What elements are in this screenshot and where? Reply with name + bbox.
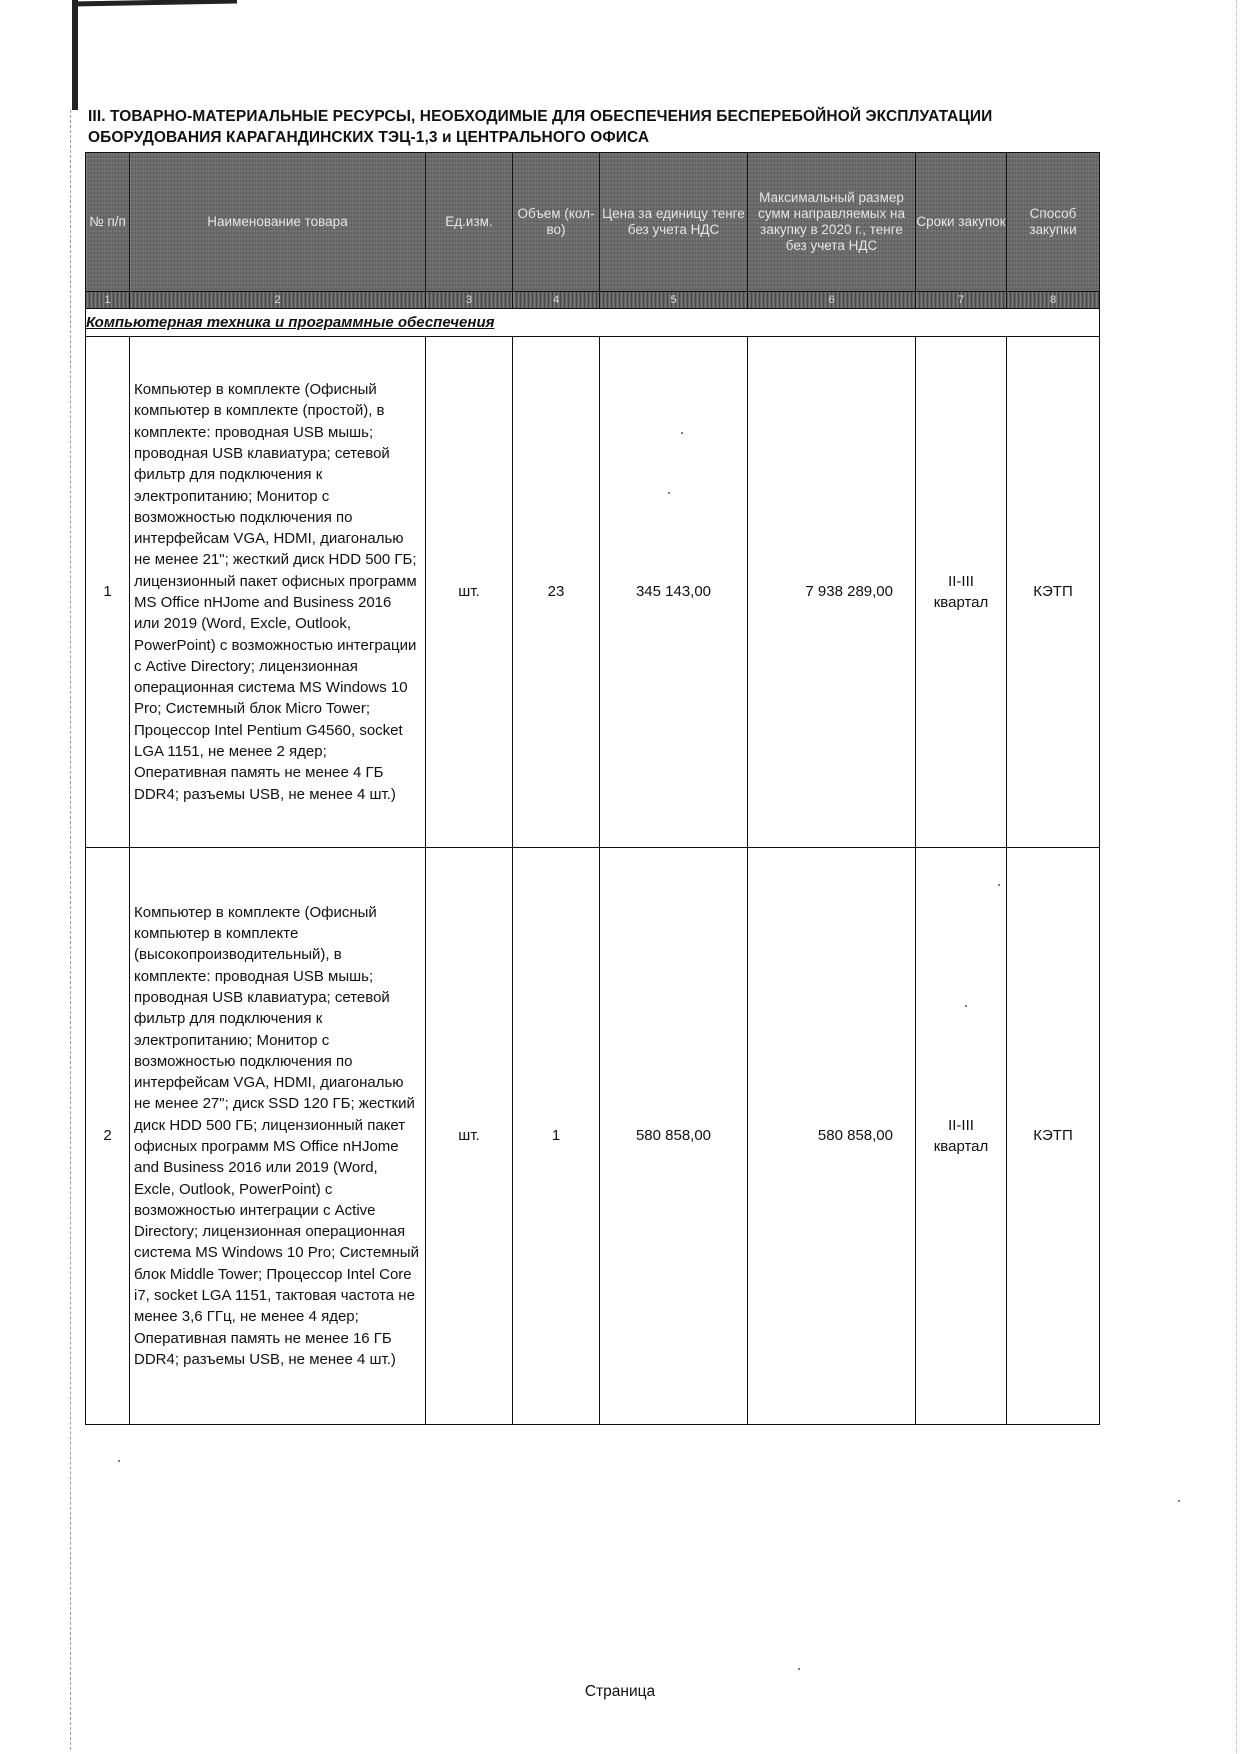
column-number: 4	[513, 292, 600, 309]
scan-speck	[668, 492, 670, 494]
item-price: 345 143,00	[600, 337, 748, 848]
term-unit: квартал	[933, 594, 989, 611]
scan-edge-left-thin	[70, 110, 72, 1750]
item-quantity: 23	[513, 337, 600, 848]
header-unit: Ед.изм.	[426, 153, 513, 292]
item-quantity: 1	[513, 848, 600, 1425]
page-footer: Страница	[584, 1683, 656, 1700]
item-price: 580 858,00	[600, 848, 748, 1425]
scan-edge-left	[72, 0, 78, 110]
column-number: 1	[86, 292, 130, 309]
column-number: 5	[600, 292, 748, 309]
item-term	[916, 337, 1007, 848]
header-name: Наименование товара	[130, 153, 426, 292]
column-number: 2	[130, 292, 426, 309]
heading-line-1: III. ТОВАРНО-МАТЕРИАЛЬНЫЕ РЕСУРСЫ, НЕОБХОДИМЫЕ ДЛЯ ОБЕСПЕЧЕНИЯ БЕСПЕРЕБОЙНОЙ ЭКСПЛУАТАЦИИ	[88, 108, 993, 125]
header-row	[86, 153, 1100, 292]
row-number: 1	[86, 337, 130, 848]
item-term	[916, 848, 1007, 1425]
header-qty: Объем (кол-во)	[513, 153, 600, 292]
row-number: 2	[86, 848, 130, 1425]
section-row	[86, 309, 1100, 337]
header-price: Цена за единицу тенге без учета НДС	[600, 153, 748, 292]
scan-speck	[681, 432, 683, 434]
term-period: II-III	[948, 572, 974, 590]
scan-speck	[118, 1460, 120, 1462]
header-total: Максимальный размер сумм направляемых на закупку в 2020 г., тенге без учета НДС	[748, 153, 916, 292]
table-row	[86, 337, 1100, 848]
header-term: Сроки закупок	[916, 153, 1007, 292]
header-method: Способ закупки	[1007, 153, 1100, 292]
scan-speck	[998, 884, 1000, 886]
term-period: II-III	[948, 1116, 974, 1134]
heading-line-2: ОБОРУДОВАНИЯ КАРАГАНДИНСКИХ ТЭЦ-1,3 и ЦЕНТРАЛЬНОГО ОФИСА	[88, 129, 650, 146]
item-method: КЭТП	[1007, 337, 1100, 848]
column-number: 7	[916, 292, 1007, 309]
scan-edge-right	[1236, 0, 1238, 1754]
item-method: КЭТП	[1007, 848, 1100, 1425]
item-total: 580 858,00	[748, 848, 916, 1425]
item-unit: шт.	[426, 848, 513, 1425]
scan-speck	[965, 1005, 967, 1007]
scan-edge-top	[72, 0, 237, 20]
document-heading	[88, 106, 1108, 148]
item-total: 7 938 289,00	[748, 337, 916, 848]
table-row	[86, 848, 1100, 1425]
item-description: Компьютер в комплекте (Офисный компьютер в комплекте (простой), в комплекте: проводная USB мышь; проводная USB клавиатура; сетевой фильтр для подключения к электропитанию; Монитор с возможностью подключения по интерфейсам VGA, HDMI, диагональю не менее 21"; жесткий диск HDD 500 ГБ; лицензионный пакет офисных программ MS Office nHJome and Business 2016 или 2019 (Word, Excle, Outlook, PowerPoint) с возможностью интеграции с Active Directory; лицензионная операционная система MS Windows 10 Pro; Системный блок Micro Tower; Процессор Intel Pentium G4560, socket LGA 1151, не менее 2 ядер; Оперативная память не менее 4 ГБ DDR4; разъемы USB, не менее 4 шт.)	[130, 337, 426, 848]
column-number: 6	[748, 292, 916, 309]
column-number-row	[86, 292, 1100, 309]
item-description: Компьютер в комплекте (Офисный компьютер в комплекте (высокопроизводительный), в комплекте: проводная USB мышь; проводная USB клавиатура; сетевой фильтр для подключения к электропитанию; Монитор с возможностью подключения по интерфейсам VGA, HDMI, диагональю не менее 27"; диск SSD 120 ГБ; жесткий диск HDD 500 ГБ; лицензионный пакет офисных программ MS Office nHJome and Business 2016 или 2019 (Word, Excle, Outlook, PowerPoint) с возможностью интеграции с Active Directory; лицензионная операционная система MS Windows 10 Pro; Системный блок Middle Tower; Процессор Intel Core i7, socket LGA 1151, тактовая частота не менее 3,6 ГГц, не менее 4 ядер; Оперативная память не менее 16 ГБ DDR4; разъемы USB, не менее 4 шт.)	[130, 848, 426, 1425]
column-number: 8	[1007, 292, 1100, 309]
term-unit: квартал	[933, 1138, 989, 1155]
resources-table	[85, 152, 1100, 1425]
section-title: Компьютерная техника и программные обеспечения	[86, 309, 1100, 337]
column-number: 3	[426, 292, 513, 309]
header-num: № п/п	[86, 153, 130, 292]
item-unit: шт.	[426, 337, 513, 848]
scan-speck	[1178, 1500, 1180, 1502]
scan-speck	[798, 1668, 800, 1670]
